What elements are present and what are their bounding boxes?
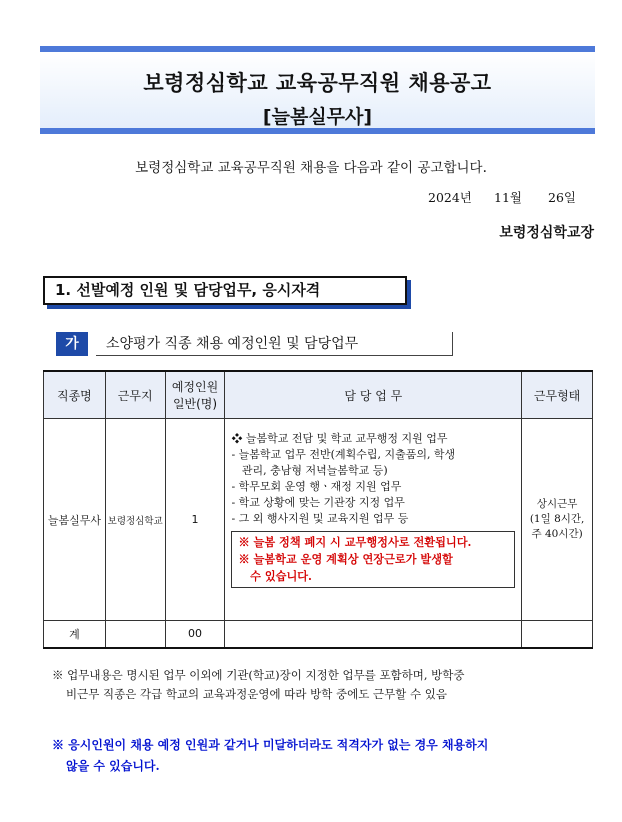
date-year: 2024년 [428,190,472,205]
note-1 [52,666,597,704]
duty-line: ❖ 늘봄학교 전담 및 학교 교무행정 지원 업무 [231,432,448,445]
work-type-line2: (1일 8시간, [529,513,585,525]
recruitment-table [43,370,593,649]
total-empty [105,621,165,648]
duty-line: - 학무모회 운영 행ㆍ재정 지원 업무 [231,480,402,493]
work-type-line1: 상시근무 [536,498,578,510]
cell-workplace: 보령정심학교 [105,419,165,621]
total-count: 00 [165,621,225,648]
warning-line: 수 있습니다. [238,569,312,583]
header-job: 직종명 [44,371,106,419]
signer: 보령정심학교장 [499,225,594,241]
note-2-line-2: 않을 수 있습니다. [66,759,160,773]
total-label: 계 [44,621,106,648]
note-2 [52,735,597,777]
header-count-line1: 예정인원 [171,380,219,394]
header-work-type: 근무형태 [522,371,593,419]
header-duty: 담 당 업 무 [225,371,522,419]
header-workplace: 근무지 [105,371,165,419]
table-total-row [44,621,593,648]
subsection-marker: 가 [56,332,88,356]
title-line-1: 보령정심학교 교육공무직원 채용공고 [143,71,492,95]
note-1-line-1: ※ 업무내용은 명시된 업무 이외에 기관(학교)장이 지정한 업무를 포함하며, 방학중 [52,668,465,682]
note-1-line-2: 비근무 직종은 각급 학교의 교육과정운영에 따라 방학 중에도 근무할 수 있음 [66,687,447,701]
total-empty [522,621,593,648]
total-empty [225,621,522,648]
header-count [165,371,225,419]
subsection-title: 소양평가 직종 채용 예정인원 및 담당업무 [96,332,453,356]
duty-line: - 그 외 행사지원 및 교육지원 업무 등 [231,512,409,525]
intro-text: 보령정심학교 교육공무직원 채용을 다음과 같이 공고합니다. [135,160,487,176]
warning-line: ※ 늘봄 정책 폐지 시 교무행정사로 전환됩니다. [238,535,472,549]
title-line-2: [늘봄실무사] [262,106,373,128]
duty-line: 관리, 충남형 저녁늘봄학교 등) [231,464,388,477]
cell-job: 늘봄실무사 [44,419,106,621]
header-count-line2: 일반(명) [172,397,218,411]
table-row [44,419,593,621]
date-day: 26일 [548,190,576,205]
cell-work-type [522,419,593,621]
duty-line: - 늘봄학교 업무 전반(계획수립, 지출품의, 학생 [231,448,456,461]
table-header-row [44,371,593,419]
cell-count: 1 [165,419,225,621]
cell-duty [225,419,522,621]
note-2-line-1: ※ 응시인원이 채용 예정 인원과 같거나 미달하더라도 적격자가 없는 경우 채용하지 [52,738,489,752]
warning-box [231,531,515,588]
section-1-heading: 1. 선발예정 인원 및 담당업무, 응시자격 [43,276,407,305]
duty-line: - 학교 상황에 맞는 기관장 지정 업무 [231,496,405,509]
date-month: 11월 [494,190,522,205]
work-type-line3: 주 40시간) [531,528,583,540]
warning-line: ※ 늘봄학교 운영 계획상 연장근로가 발생할 [238,552,453,566]
announcement-title-box [40,46,595,134]
